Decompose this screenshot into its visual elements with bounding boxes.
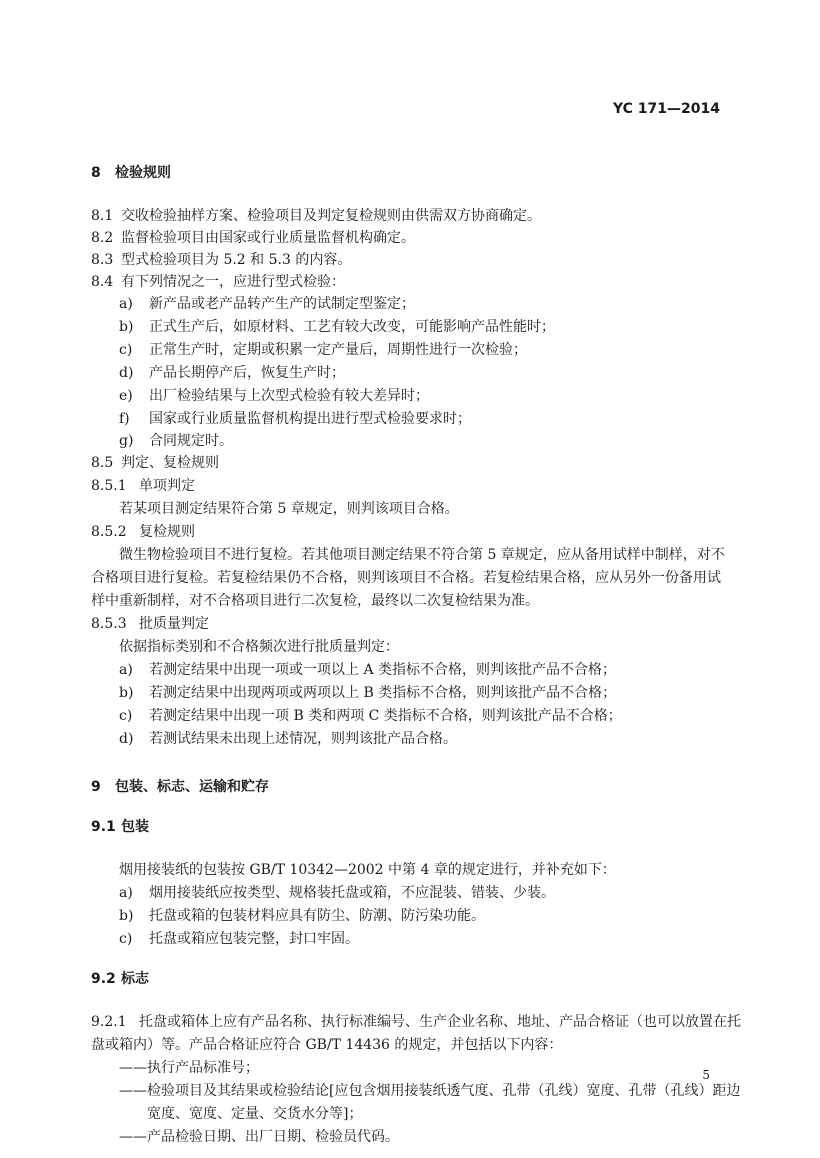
clause-title: 标志 <box>121 971 149 987</box>
page-number: 5 <box>702 1068 710 1082</box>
dash-item: ——检验项目及其结果或检验结论[应包含烟用接装纸透气度、孔带（孔线）宽度、孔带（孔线）距边 <box>119 1083 741 1099</box>
clause-number: 8.1 <box>91 208 114 224</box>
section-number: 8 <box>91 165 101 181</box>
section-title: 检验规则 <box>115 165 171 181</box>
clause-title: 单项判定 <box>139 478 195 494</box>
dash-item: ——执行产品标准号； <box>119 1060 259 1076</box>
clause-8-5 <box>91 453 219 473</box>
clause-8-2 <box>91 228 415 248</box>
clause-number: 9.1 <box>91 819 116 835</box>
clause-text: 型式检验项目为 5.2 和 5.3 的内容。 <box>121 252 352 268</box>
clause-number: 8.3 <box>91 252 114 268</box>
list-item: g) 合同规定时。 <box>119 433 233 449</box>
list-item: a) 若测定结果中出现一项或一项以上 A 类指标不合格，则判该批产品不合格； <box>119 662 617 678</box>
clause-number: 9.2.1 <box>91 1014 127 1030</box>
clause-8-1 <box>91 206 541 226</box>
clause-8-3 <box>91 250 351 270</box>
dash-item-continuation: 宽度、宽度、定量、交货水分等]； <box>147 1106 363 1122</box>
clause-8-5-3 <box>91 614 209 634</box>
paragraph-line: 合格项目进行复检。若复检结果仍不合格，则判该项目不合格。若复检结果合格，应从另外一份备用试 <box>91 570 721 586</box>
section-9-heading <box>91 777 269 797</box>
paragraph-line: 盘或箱内）等。产品合格证应符合 GB/T 14436 的规定，并包括以下内容： <box>91 1037 563 1053</box>
clause-9-2-heading <box>91 969 149 989</box>
clause-number: 8.5.3 <box>91 616 127 632</box>
clause-8-5-2 <box>91 522 195 542</box>
clause-title: 复检规则 <box>139 524 195 540</box>
clause-title: 包装 <box>121 819 149 835</box>
list-item: a) 新产品或老产品转产生产的试制定型鉴定； <box>119 296 415 312</box>
list-item: b) 托盘或箱的包装材料应具有防尘、防潮、防污染功能。 <box>119 908 485 924</box>
list-item: b) 若测定结果中出现两项或两项以上 B 类指标不合格，则判该批产品不合格； <box>119 685 617 701</box>
list-item: a) 烟用接装纸应按类型、规格装托盘或箱，不应混装、错装、少装。 <box>119 885 555 901</box>
paragraph: 若某项目测定结果符合第 5 章规定，则判该项目合格。 <box>119 501 459 517</box>
section-title: 包装、标志、运输和贮存 <box>115 779 269 795</box>
paragraph-line: 微生物检验项目不进行复检。若其他项目测定结果不符合第 5 章规定，应从备用试样中制样，对不 <box>119 547 725 563</box>
paragraph-line: 样中重新制样，对不合格项目进行二次复检，最终以二次复检结果为准。 <box>91 593 539 609</box>
list-item: c) 托盘或箱应包装完整，封口牢固。 <box>119 931 359 947</box>
paragraph-line: 托盘或箱体上应有产品名称、执行标准编号、生产企业名称、地址、产品合格证（也可以放置在托 <box>139 1014 741 1030</box>
clause-number: 8.4 <box>91 274 114 290</box>
dash-item: ——产品检验日期、出厂日期、检验员代码。 <box>119 1129 399 1145</box>
list-item: d) 若测试结果未出现上述情况，则判该批产品合格。 <box>119 731 457 747</box>
clause-number: 8.5.2 <box>91 524 127 540</box>
list-item: e) 出厂检验结果与上次型式检验有较大差异时； <box>119 388 429 404</box>
clause-number: 8.5.1 <box>91 478 127 494</box>
list-item: c) 若测定结果中出现一项 B 类和两项 C 类指标不合格，则判该批产品不合格； <box>119 708 622 724</box>
clause-title: 批质量判定 <box>139 616 209 632</box>
clause-text: 监督检验项目由国家或行业质量监督机构确定。 <box>121 230 415 246</box>
clause-8-4 <box>91 272 345 292</box>
section-number: 9 <box>91 779 101 795</box>
list-item: d) 产品长期停产后，恢复生产时； <box>119 365 345 381</box>
clause-number: 8.2 <box>91 230 114 246</box>
clause-title: 判定、复检规则 <box>121 455 219 471</box>
list-item: f) 国家或行业质量监督机构提出进行型式检验要求时； <box>119 411 471 427</box>
list-item: c) 正常生产时，定期或积累一定产量后，周期性进行一次检验； <box>119 342 527 358</box>
section-8-heading <box>91 163 171 183</box>
clause-9-1-heading <box>91 817 149 837</box>
clause-number: 8.5 <box>91 455 114 471</box>
clause-9-2-1 <box>91 1012 741 1032</box>
document-id: YC 171—2014 <box>613 101 720 117</box>
clause-8-5-1 <box>91 476 195 496</box>
clause-number: 9.2 <box>91 971 116 987</box>
clause-text: 有下列情况之一，应进行型式检验： <box>121 274 345 290</box>
paragraph: 依据指标类别和不合格频次进行批质量判定： <box>119 639 399 655</box>
clause-text: 交收检验抽样方案、检验项目及判定复检规则由供需双方协商确定。 <box>121 208 541 224</box>
paragraph: 烟用接装纸的包装按 GB/T 10342—2002 中第 4 章的规定进行，并补充如下： <box>119 862 616 878</box>
list-item: b) 正式生产后，如原材料、工艺有较大改变，可能影响产品性能时； <box>119 319 555 335</box>
